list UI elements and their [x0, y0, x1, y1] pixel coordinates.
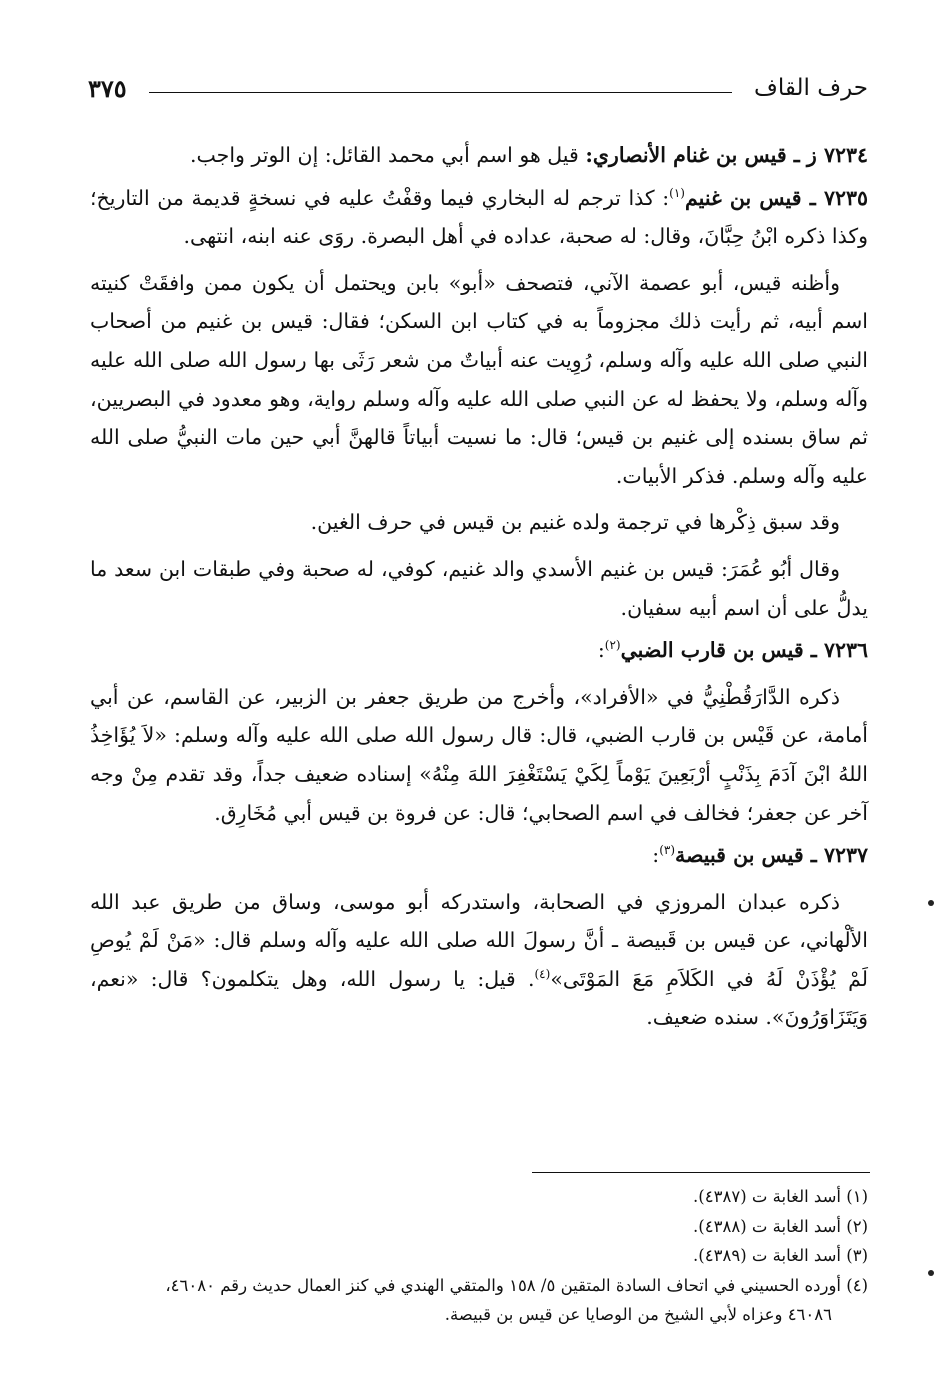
entry-text: : — [597, 638, 605, 663]
page-number: ٣٧٥ — [88, 73, 127, 103]
entry-7235 — [90, 179, 868, 256]
paragraph: وقد سبق ذِكْرها في ترجمة ولده غنيم بن قيس في حرف الغين. — [310, 510, 840, 535]
margin-dot — [928, 1270, 934, 1276]
entry-text: : — [652, 843, 660, 868]
entry-7234 — [90, 136, 868, 175]
header-rule — [149, 92, 732, 93]
entry-7237 — [90, 836, 868, 875]
paragraph-text: ذكره عبدان المروزي في الصحابة، واستدركه أبو موسى، وساق من طريق عبد الله الألْهاني، عن قيس بن قَبيصة ـ أنَّ رسولَ الله صلى الله عليه وآله وسلم قال: «مَنْ لَمْ يُوصِ لَمْ يُؤْذَنْ لَهُ في الكَلاَمِ مَعَ المَوْتَى» — [90, 889, 868, 991]
footnote-1: (١) أسد الغابة ت (٤٣٨٧). — [693, 1187, 868, 1206]
paragraph: ذكره الدَّارَقُطْنِيُّ في «الأفراد»، وأخرج من طريق جعفر بن الزبير، عن القاسم، عن أبي أمامة، عن قَيْس بن قارب الضبي، قال: قال رسول الله صلى الله عليه وآله وسلم: «لاَ يُؤَاخِذُ اللهُ ابْنَ آدَمَ بِذَنْبٍ أرْبَعِينَ يَوْماً لِكَيْ يَسْتَغْفِرَ اللهَ مِنْهُ» إسناده ضعيف جداً، وقد تقدم مِنْ وجه آخر عن جعفر؛ فخالف في اسم الصحابي؛ قال: عن فروة بن قيس أبي مُخَارِق. — [90, 684, 868, 825]
entry-heading: ٧٢٣٤ ز ـ قيس بن غنام الأنصاري: — [585, 143, 868, 167]
footnote-4-continued: ٤٦٠٨٦ وعزاه لأبي الشيخ من الوصايا عن قيس بن قبيصة. — [444, 1305, 832, 1324]
entry-heading: ٧٢٣٥ ـ قيس بن غنيم — [684, 185, 868, 210]
footnote-ref: (١) — [669, 185, 685, 200]
entry-text: : كذا ترجم له البخاري فيما وقفْتُ عليه في نسخةٍ قديمة من التاريخ؛ وكذا ذكره ابْنُ حِبَّانَ، وقال: له صحبة، عداده في أهل البصرة. روَى عنه ابنه، انتهى. — [90, 185, 868, 249]
main-text — [90, 132, 868, 1037]
footnote-2: (٢) أسد الغابة ت (٤٣٨٨). — [693, 1216, 868, 1236]
paragraph: وقال أبُو عُمَرَ: قيس بن غنيم الأسدي والد غنيم، كوفي، له صحبة وفي طبقات ابن سعد ما يدلُّ على أن اسم أبيه سفيان. — [90, 556, 868, 620]
footnote-4: (٤) أورده الحسيني في اتحاف السادة المتقين ٥/ ١٥٨ والمتقي الهندي في كنز العمال حديث رقم ٤٦٠٨٠، — [165, 1275, 868, 1295]
running-header — [88, 68, 868, 108]
footnotes — [90, 1182, 868, 1330]
footnote-ref: (٢) — [604, 638, 621, 653]
margin-dot — [928, 900, 934, 906]
footnote-3: (٣) أسد الغابة ت (٤٣٨٩). — [693, 1246, 868, 1265]
footnote-divider — [532, 1172, 870, 1173]
paragraph-text: . قيل: يا رسول الله، وهل يتكلمون؟ قال: «نعم، وَيَتَزَاوَرُونَ». سنده ضعيف. — [90, 966, 868, 1030]
paragraph — [90, 883, 868, 1037]
chapter-title: حرف القاف — [754, 75, 868, 101]
entry-text: قيل هو اسم أبي محمد القائل: إن الوتر واجب. — [190, 143, 586, 167]
entry-heading: ٧٢٣٧ ـ قيس بن قبيصة — [675, 843, 868, 868]
paragraph: وأظنه قيس، أبو عصمة الآني، فتصحف «أبو» بابن ويحتمل أن يكون ممن وافقَتْ كنيته اسم أبيه، ثم رأيت ذلك مجزوماً به في كتاب ابن السكن؛ فقال: قيس بن غنيم من أصحاب النبي صلى الله عليه وآله وسلم، رُوِيت عنه أبياتٌ من شعر رَثَى بها رسول الله صلى الله عليه وآله وسلم، ولا يحفظ له عن النبي صلى الله عليه وآله وسلم رواية، وهو معدود في البصريين، ثم ساق بسنده إلى غنيم بن قيس؛ قال: ما نسيت أبياتاً قالهنَّ أبي حين مات النبيُّ صلى الله عليه وآله وسلم. فذكر الأبيات. — [90, 270, 868, 488]
entry-7236 — [90, 631, 868, 670]
entry-heading: ٧٢٣٦ ـ قيس بن قارب الضبي — [620, 638, 868, 663]
footnote-ref: (٣) — [659, 843, 676, 858]
footnote-ref: (٤) — [534, 967, 551, 982]
